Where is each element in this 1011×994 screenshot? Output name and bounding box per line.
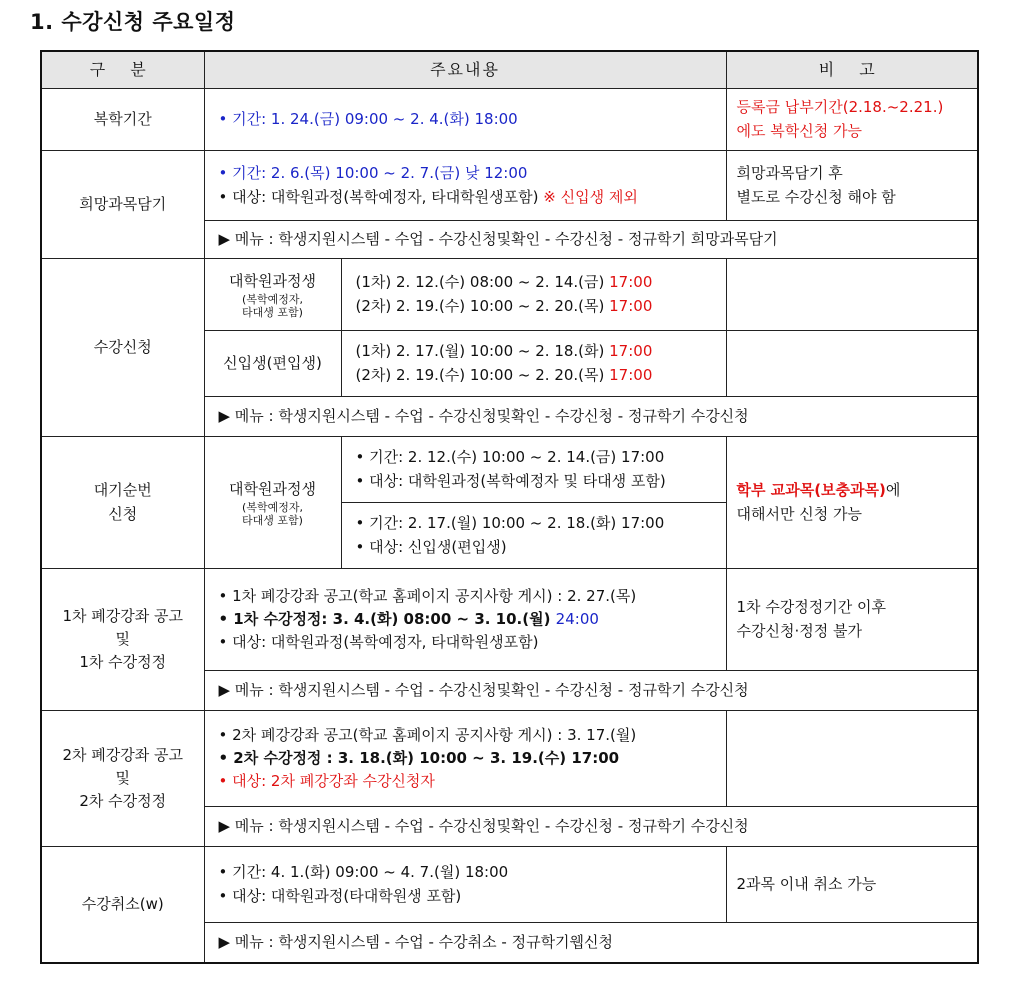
adj2-label-line3: 2차 수강정정: [79, 792, 167, 811]
reg-group2-dates: [341, 331, 726, 397]
wish-target-text: • 대상: 대학원과정(복학예정자, 타대학원생포함): [218, 187, 539, 206]
row-wish: [41, 151, 978, 221]
wait-b-line1: • 기간: 2. 17.(월) 10:00 ~ 2. 18.(화) 17:00: [355, 514, 665, 533]
adj2-line3: • 대상: 2차 폐강강좌 수강신청자: [218, 772, 435, 791]
row-adj2: [41, 711, 978, 807]
reg-g1-line1-end: 17:00: [609, 273, 653, 292]
wait-b: [341, 503, 726, 569]
reg-g2-line1: [356, 340, 726, 363]
return-period: • 기간: 1. 24.(금) 09:00 ~ 2. 4.(화) 18:00: [218, 109, 518, 128]
reg-group2: 신입생(편입생): [204, 331, 341, 397]
wait-remark-red: 학부 교과목(보충과목): [736, 481, 886, 500]
adj2-remark: [726, 711, 978, 807]
row-return: [41, 89, 978, 151]
cancel-menu: ▶ 메뉴 : 학생지원시스템 - 수업 - 수강취소 - 정규학기웹신청: [204, 923, 978, 963]
adj1-line1: • 1차 폐강강좌 공고(학교 홈페이지 공지사항 게시) : 2. 27.(목): [218, 586, 637, 605]
wish-menu: ▶ 메뉴 : 학생지원시스템 - 수업 - 수강신청및확인 - 수강신청 - 정규학기 희망과목담기: [204, 221, 978, 259]
cancel-line2: • 대상: 대학원과정(타대학원생 포함): [218, 886, 462, 905]
header-content: 주요내용: [204, 51, 726, 89]
adj2-content: [204, 711, 726, 807]
reg-menu: ▶ 메뉴 : 학생지원시스템 - 수업 - 수강신청및확인 - 수강신청 - 정규학기 수강신청: [204, 397, 978, 437]
wait-label-line2: 신청: [108, 504, 138, 523]
wish-remark-line2: 별도로 수강신청 해야 함: [736, 187, 896, 206]
reg-g2-line1-text: (1차) 2. 17.(월) 10:00 ~ 2. 18.(화): [355, 342, 610, 361]
row-wait-1: [41, 437, 978, 503]
adj1-label-line2: 및: [115, 629, 130, 648]
adj2-line2: • 2차 수강정정 : 3. 18.(화) 10:00 ~ 3. 19.(수) 17:00: [218, 748, 620, 767]
adj1-remark-line2: 수강신청·정정 불가: [736, 621, 862, 640]
reg-g1-line1-text: (1차) 2. 12.(수) 08:00 ~ 2. 14.(금): [355, 273, 610, 292]
reg-group1: [204, 259, 341, 331]
cancel-content: [204, 847, 726, 923]
wish-label: 희망과목담기: [41, 151, 204, 259]
reg-g2-line2-end: 17:00: [609, 365, 653, 384]
row-reg-1: [41, 259, 978, 331]
cancel-remark: 2과목 이내 취소 가능: [726, 847, 978, 923]
wish-period: • 기간: 2. 6.(목) 10:00 ~ 2. 7.(금) 낮 12:00: [218, 164, 528, 183]
wait-group-sub1: (복학예정자,: [242, 500, 303, 514]
reg-g1-line1: [356, 271, 726, 294]
adj1-label-line1: 1차 폐강강좌 공고: [62, 606, 183, 625]
header-category: 구 분: [41, 51, 204, 89]
reg-group1-dates: [341, 259, 726, 331]
adj2-label-line2: 및: [115, 768, 130, 787]
adj1-label-line3: 1차 수강정정: [79, 653, 167, 672]
reg-g1-line2: [356, 295, 726, 318]
page-title: 1. 수강신청 주요일정: [30, 10, 236, 34]
row-cancel: [41, 847, 978, 923]
cancel-label: 수강취소(w): [41, 847, 204, 963]
reg-g1-line2-text: (2차) 2. 19.(수) 10:00 ~ 2. 20.(목): [355, 296, 610, 315]
wait-remark-line1: [737, 479, 978, 502]
reg-g2-line2-text: (2차) 2. 19.(수) 10:00 ~ 2. 20.(목): [355, 365, 610, 384]
wish-target: [219, 186, 726, 209]
return-content: [204, 89, 726, 151]
adj1-line2-text: • 1차 수강정정: 3. 4.(화) 08:00 ~ 3. 10.(월): [218, 609, 556, 628]
wish-target-note: ※ 신입생 제외: [543, 187, 638, 206]
adj2-label: [41, 711, 204, 847]
wait-label: [41, 437, 204, 569]
adj1-menu: ▶ 메뉴 : 학생지원시스템 - 수업 - 수강신청및확인 - 수강신청 - 정규학기 수강신청: [204, 671, 978, 711]
wait-a-line2: • 대상: 대학원과정(복학예정자 및 타대생 포함): [355, 471, 666, 490]
adj2-menu: ▶ 메뉴 : 학생지원시스템 - 수업 - 수강신청및확인 - 수강신청 - 정규학기 수강신청: [204, 807, 978, 847]
schedule-table: [40, 50, 979, 964]
reg-group2-remark: [726, 331, 978, 397]
return-remark-line2: 에도 복학신청 가능: [736, 121, 862, 140]
wish-content: [204, 151, 726, 221]
wait-group-sub2: 타대생 포함): [242, 514, 303, 528]
wait-label-line1: 대기순번: [93, 481, 152, 500]
return-remark-line1: 등록금 납부기간(2.18.~2.21.): [736, 98, 944, 117]
reg-g2-line2: [356, 364, 726, 387]
reg-group1-sub1: (복학예정자,: [242, 292, 303, 306]
adj2-label-line1: 2차 폐강강좌 공고: [62, 745, 183, 764]
adj1-line3: • 대상: 대학원과정(복학예정자, 타대학원생포함): [218, 633, 539, 652]
row-adj1: [41, 569, 978, 671]
wait-b-line2: • 대상: 신입생(편입생): [355, 537, 507, 556]
wait-remark-tail: 에: [885, 481, 901, 500]
adj2-line1: • 2차 폐강강좌 공고(학교 홈페이지 공지사항 게시) : 3. 17.(월): [218, 725, 637, 744]
adj1-line2: [219, 608, 726, 631]
adj1-label: [41, 569, 204, 711]
wish-remark-line1: 희망과목담기 후: [736, 164, 843, 183]
reg-group1-title: 대학원과정생: [229, 271, 316, 290]
reg-g2-line1-end: 17:00: [609, 342, 653, 361]
reg-group1-sub2: 타대생 포함): [242, 306, 303, 320]
return-remark: [726, 89, 978, 151]
header-row: [41, 51, 978, 89]
wait-remark: [726, 437, 978, 569]
return-label: 복학기간: [41, 89, 204, 151]
adj1-remark-line1: 1차 수강정정기간 이후: [736, 598, 887, 617]
adj1-content: [204, 569, 726, 671]
reg-group1-remark: [726, 259, 978, 331]
header-remark: 비 고: [726, 51, 978, 89]
cancel-line1: • 기간: 4. 1.(화) 09:00 ~ 4. 7.(월) 18:00: [218, 863, 509, 882]
wait-group: [204, 437, 341, 569]
reg-label: 수강신청: [41, 259, 204, 437]
adj1-line2-end: 24:00: [555, 609, 599, 628]
adj1-remark: [726, 569, 978, 671]
wait-a: [341, 437, 726, 503]
wait-group-title: 대학원과정생: [229, 479, 316, 498]
reg-g1-line2-end: 17:00: [609, 296, 653, 315]
wait-a-line1: • 기간: 2. 12.(수) 10:00 ~ 2. 14.(금) 17:00: [355, 448, 665, 467]
wish-remark: [726, 151, 978, 221]
wait-remark-line2: 대해서만 신청 가능: [736, 504, 862, 523]
